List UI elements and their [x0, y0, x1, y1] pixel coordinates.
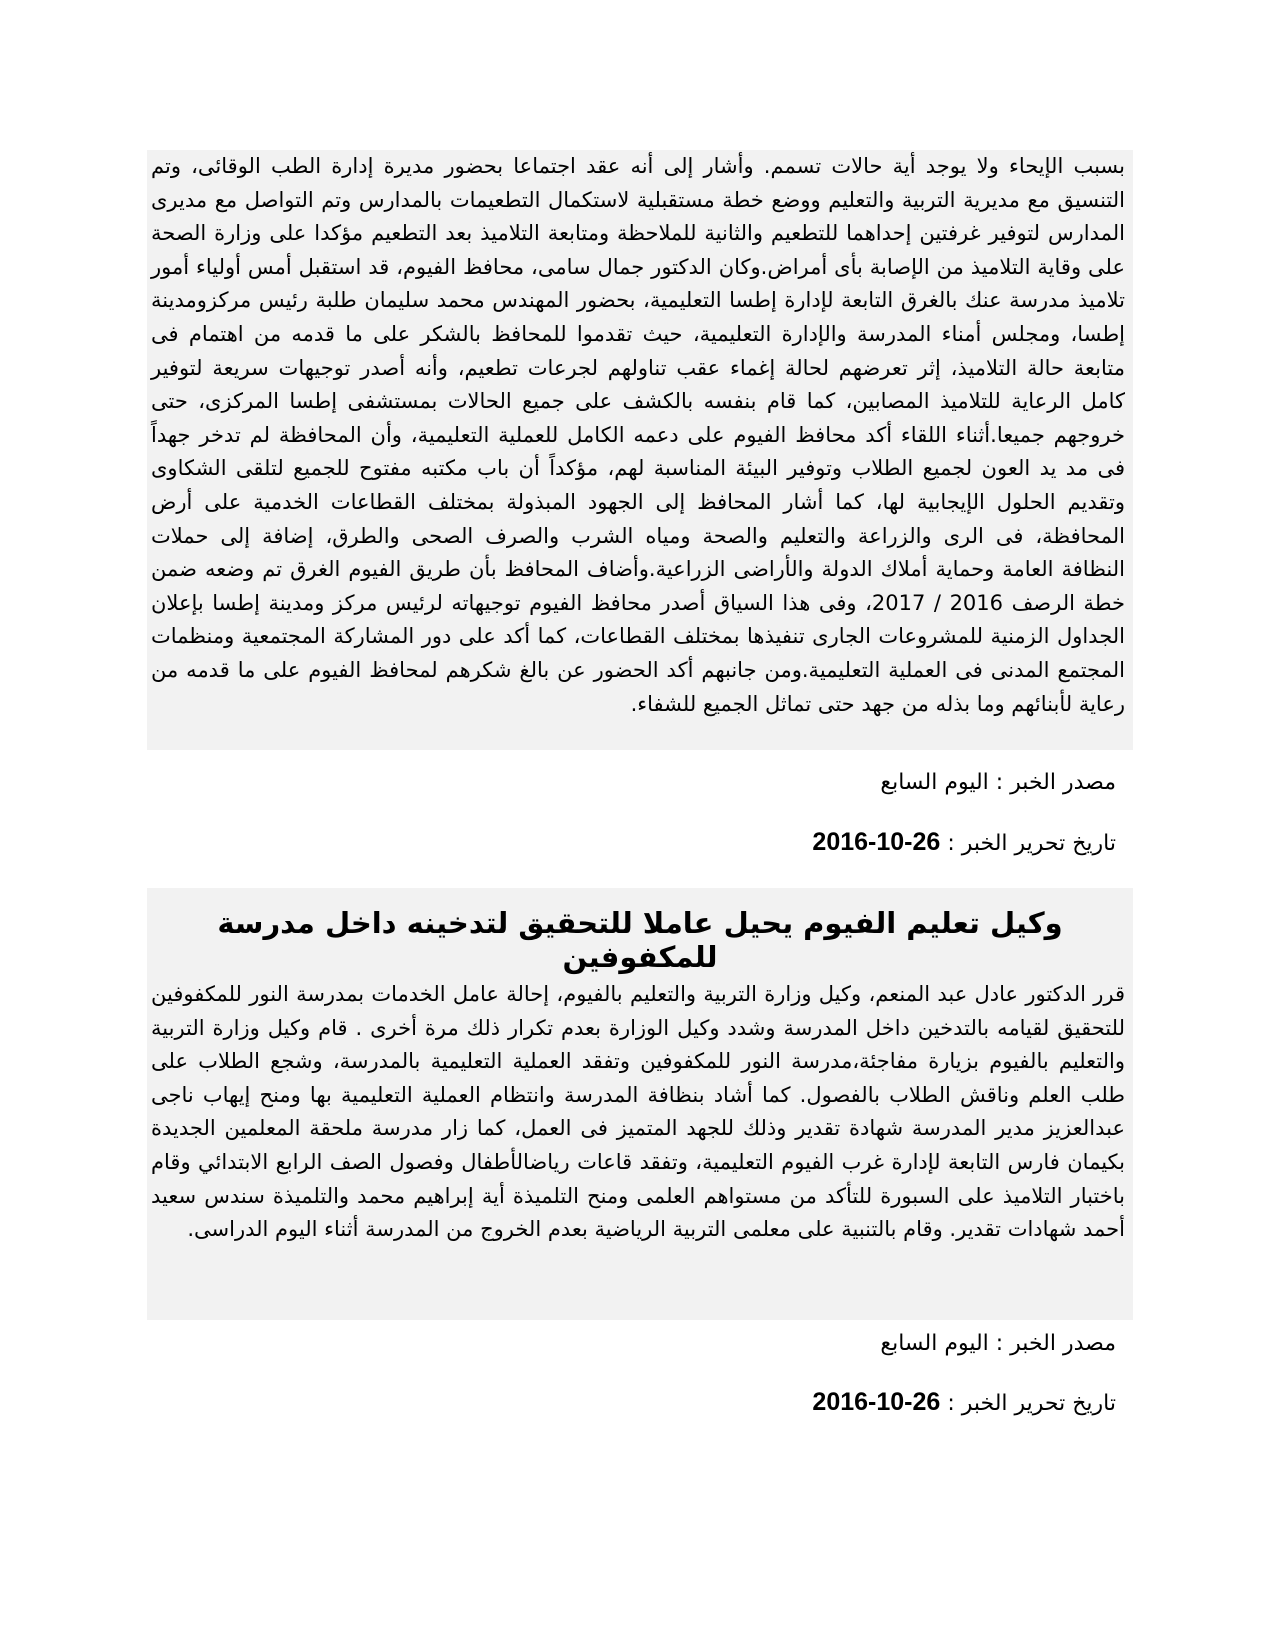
- article-2-source-label: مصدر الخبر : اليوم السابع: [880, 1331, 1116, 1356]
- article-2-title-box: [147, 888, 1133, 978]
- article-2-date-label: تاريخ تحرير الخبر :: [947, 1391, 1116, 1416]
- article-2-date-value: 2016-10-26: [812, 1388, 941, 1416]
- article-1-text: بسبب الإيحاء ولا يوجد أية حالات تسمم. وأشار إلى أنه عقد اجتماعا بحضور مديرة إدارة الطب الوقائى، وتم التنسيق مع مديرية التربية والتعليم ووضع خطة مستقبلية لاستكمال التطعيمات بالمدارس وتم التواصل مع مديرى المدارس لتوفير غرفتين إحداهما للتطعيم والثانية للملاحظة ومتابعة التلاميذ بعد التطعيم مؤكدا على وزارة الصحة على وقاية التلاميذ من الإصابة بأى أمراض.وكان الدكتور جمال سامى، محافظ الفيوم، قد استقبل أمس أولياء أمور تلاميذ مدرسة عنك بالغرق التابعة لإدارة إطسا التعليمية، بحضور المهندس محمد سليمان طلبة رئيس مركزومدينة إطسا، ومجلس أمناء المدرسة والإدارة التعليمية، حيث تقدموا للمحافظ بالشكر على ما قدمه من اهتمام فى متابعة حالة التلاميذ، إثر تعرضهم لحالة إغماء عقب تناولهم لجرعات تطعيم، وأنه أصدر توجيهات سريعة لتوفير كامل الرعاية للتلاميذ المصابين، كما قام بنفسه بالكشف على جميع الحالات بمستشفى إطسا المركزى، حتى خروجهم جميعا.أثناء اللقاء أكد محافظ الفيوم على دعمه الكامل للعملية التعليمية، وأن المحافظة لم تدخر جهداً فى مد يد العون لجميع الطلاب وتوفير البيئة المناسبة لهم، مؤكداً أن باب مكتبه مفتوح للجميع لتلقى الشكاوى وتقديم الحلول الإيجابية لها، كما أشار المحافظ إلى الجهود المبذولة بمختلف القطاعات الخدمية على أرض المحافظة، فى الرى والزراعة والتعليم والصحة ومياه الشرب والصرف الصحى والطرق، إضافة إلى حملات النظافة العامة وحماية أملاك الدولة والأراضى الزراعية.وأضاف المحافظ بأن طريق الفيوم الغرق تم وضعه ضمن خطة الرصف 2016 / 2017، وفى هذا السياق أصدر محافظ الفيوم توجيهاته لرئيس مركز ومدينة إطسا بإعلان الجداول الزمنية للمشروعات الجارى تنفيذها بمختلف القطاعات، كما أكد على دور المشاركة المجتمعية ومنظمات المجتمع المدنى فى العملية التعليمية.ومن جانبهم أكد الحضور عن بالغ شكرهم لمحافظ الفيوم على ما قدمه من رعاية لأبنائهم وما بذله من جهد حتى تماثل الجميع للشفاء.: [151, 154, 1125, 716]
- article-1-source-label: مصدر الخبر : اليوم السابع: [880, 770, 1116, 795]
- article-2-date: [600, 1388, 1116, 1417]
- article-2-text: قرر الدكتور عادل عبد المنعم، وكيل وزارة التربية والتعليم بالفيوم، إحالة عامل الخدمات بمدرسة النور للمكفوفين للتحقيق لقيامه بالتدخين داخل المدرسة وشدد وكيل الوزارة بعدم تكرار ذلك مرة أخرى . قام وكيل وزارة التربية والتعليم بالفيوم بزيارة مفاجئة،مدرسة النور للمكفوفين وتفقد العملية التعليمية بالمدرسة، وشجع الطلاب على طلب العلم وناقش الطلاب بالفصول. كما أشاد بنظافة المدرسة وانتظام العملية التعليمية بها ومنح إيهاب ناجى عبدالعزيز مدير المدرسة شهادة تقدير وذلك للجهد المتميز فى العمل، كما زار مدرسة ملحقة المعلمين الجديدة بكيمان فارس التابعة لإدارة غرب الفيوم التعليمية، وتفقد قاعات رياضالأطفال وفصول الصف الرابع الابتدائي وقام باختبار التلاميذ على السبورة للتأكد من مستواهم العلمى ومنح التلميذة أية إبراهيم محمد والتلميذة سندس سعيد أحمد شهادات تقدير. وقام بالتنبية على معلمى التربية الرياضية بعدم الخروج من المدرسة أثناء اليوم الدراسى.: [151, 982, 1125, 1242]
- article-1-date: [600, 828, 1116, 857]
- article-1-body: [147, 150, 1133, 750]
- article-1-date-label: تاريخ تحرير الخبر :: [947, 831, 1116, 856]
- article-2-source: [600, 1331, 1116, 1356]
- article-2-body: [147, 978, 1133, 1320]
- article-1-source: [600, 770, 1116, 795]
- article-2-title: وكيل تعليم الفيوم يحيل عاملا للتحقيق لتدخينه داخل مدرسة للمكفوفين: [217, 906, 1063, 974]
- article-1-date-value: 2016-10-26: [812, 828, 941, 856]
